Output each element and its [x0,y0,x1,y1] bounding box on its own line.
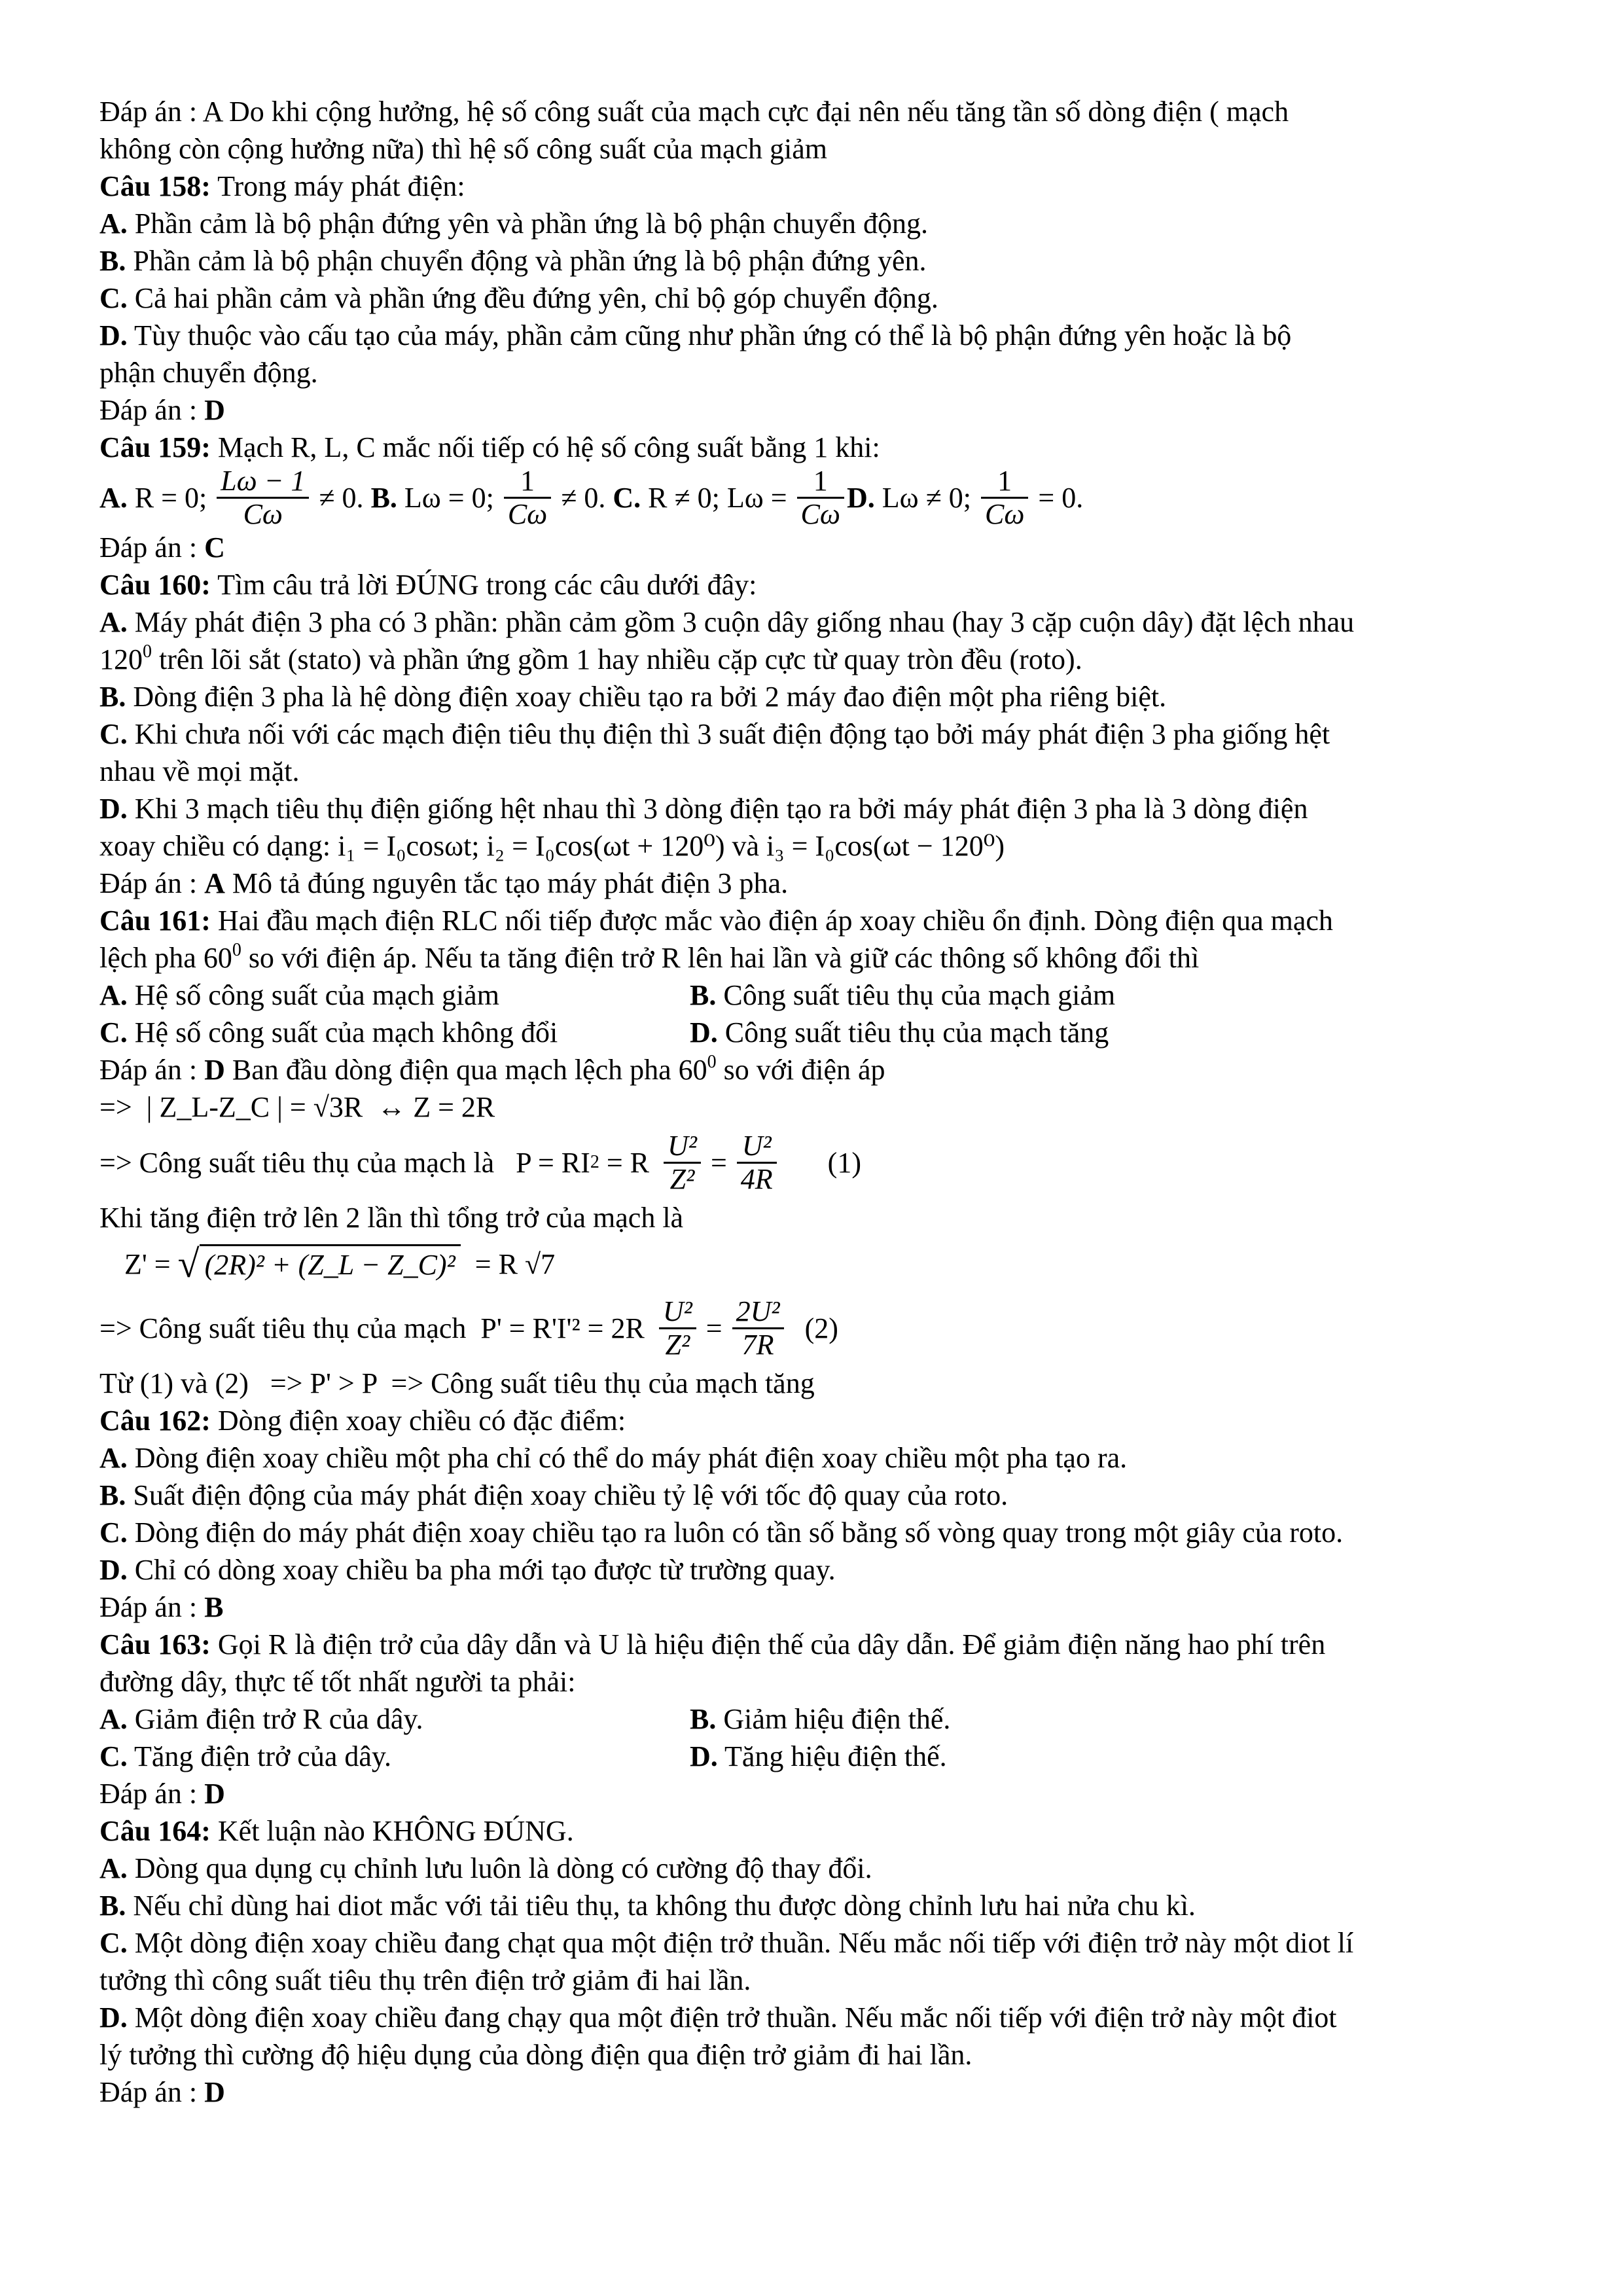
solution-step-1: => | Z_L-Z_C | = √3R ↔ Z = 2R [99,1091,495,1123]
question-label: Câu 160: [99,569,211,601]
question-stem: Câu 158: Trong máy phát điện: [99,170,465,202]
fraction: $\frac{L\omega - 1}{C\omega}$ [217,465,309,530]
option-c: C. Khi chưa nối với các mạch điện tiêu thụ điện thì 3 suất điện động tạo bởi máy phát điện 3 pha giống hệt [99,718,1330,750]
question-label: Câu 161: [99,905,211,937]
solution-step-3: Khi tăng điện trở lên 2 lần thì tổng trở của mạch là [99,1202,684,1234]
answer-line: Đáp án : D [99,2076,225,2108]
answer-key: C [204,531,225,564]
question-stem: Câu 161: Hai đầu mạch điện RLC nối tiếp được mắc vào điện áp xoay chiều ổn định. Dòng điện qua mạch [99,905,1333,937]
option-d-cont: xoay chiều có dạng: i₁ = I₀cosωt; i₂ = I₀cos(ωt + 120⁰) và i₃ = I₀cos(ωt − 120⁰) [99,830,1005,862]
option-b: B. Nếu chỉ dùng hai diot mắc với tải tiêu thụ, ta không thu được dòng chỉnh lưu hai nửa chu kì. [99,1890,1196,1922]
fraction: $\frac{\text{U²}}{4R}$ [737,1130,777,1195]
options-row-2 [99,1014,1539,1051]
option-c: C. Tăng điện trở của dây. [99,1740,392,1772]
answer-key: B [204,1591,224,1623]
option-a: A. Phần cảm là bộ phận đứng yên và phần ứng là bộ phận chuyển động. [99,207,928,240]
question-label: Câu 159: [99,431,211,463]
option-a: A. Giảm điện trở R của dây. [99,1703,423,1735]
fraction: $\frac{1}{C\omega}$ [797,465,844,530]
document-page [99,93,1539,2111]
question-stem: Câu 159: Mạch R, L, C mắc nối tiếp có hệ số công suất bằng 1 khi: [99,431,880,463]
options-row-2 [99,1738,1539,1775]
options-row-1 [99,1700,1539,1738]
answer-key: D [204,394,225,426]
answer-key: D [204,2076,225,2108]
option-d: D. Công suất tiêu thụ của mạch tăng [690,1016,1109,1049]
question-stem: Câu 164: Kết luận nào KHÔNG ĐÚNG. [99,1815,574,1847]
option-a: A. Dòng điện xoay chiều một pha chỉ có thể do máy phát điện xoay chiều một pha tạo ra. [99,1442,1128,1474]
option-d: D. Chỉ có dòng xoay chiều ba pha mới tạo được từ trường quay. [99,1554,836,1586]
solution-step-5: => Công suất tiêu thụ của mạch P' = R'I'² = 2R $\frac{\text{U²}}{\text{Z²}}$ = $\frac{\text{2U²}}{7R}$ (2) [99,1295,838,1361]
option-c-label: C. [613,481,641,514]
answer-line: Đáp án : D [99,1778,225,1810]
option-b: B. Giảm hiệu điện thế. [690,1703,951,1735]
intro-line-1: Đáp án : A Do khi cộng hưởng, hệ số công suất của mạch cực đại nên nếu tăng tần số dòng điện ( mạch [99,96,1289,128]
option-d: D. Khi 3 mạch tiêu thụ điện giống hệt nhau thì 3 dòng điện tạo ra bởi máy phát điện 3 pha là 3 dòng điện [99,793,1308,825]
question-label: Câu 164: [99,1815,211,1847]
solution-step-2: => Công suất tiêu thụ của mạch là P = RI 2 = R $\frac{\text{U²}}{\text{Z²}}$ = $\frac{\text{U²}}{4R}$ (1) [99,1129,861,1195]
question-162 [99,1402,1539,1626]
options-row-1 [99,977,1539,1014]
question-159 [99,429,1539,566]
option-d-cont: lý tưởng thì cường độ hiệu dụng của dòng điện qua điện trở giảm đi hai lần. [99,2039,972,2071]
fraction: $\frac{1}{C\omega}$ [981,465,1028,530]
answer-line: Đáp án : C [99,531,225,564]
fraction: $\frac{\text{2U²}}{7R}$ [732,1296,784,1361]
option-a: A. Hệ số công suất của mạch giảm [99,979,499,1011]
option-c: C. Dòng điện do máy phát điện xoay chiều tạo ra luôn có tần số bằng số vòng quay trong một giây của roto. [99,1516,1344,1549]
question-stem: Câu 160: Tìm câu trả lời ĐÚNG trong các câu dưới đây: [99,569,757,601]
answer-key: D [204,1054,225,1086]
question-stem: Câu 163: Gọi R là điện trở của dây dẫn và U là hiệu điện thế của dây dẫn. Để giảm điện năng hao phí trên [99,1628,1326,1660]
solution-conclusion: Từ (1) và (2) => P' > P => Công suất tiêu thụ của mạch tăng [99,1367,815,1399]
option-b-label: B. [370,481,397,514]
question-stem-cont: lệch pha $60^0$ so với điện áp. Nếu ta tăng điện trở R lên hai lần và giữ các thông số không đổi thì [99,940,1200,974]
question-label: Câu 163: [99,1628,211,1660]
option-d-label: D. [846,481,875,514]
solution-step-4: Z' = √ (2R)² + (Z_L − Z_C)² = R √7 [124,1242,556,1285]
answer-line: Đáp án : A Mô tả đúng nguyên tắc tạo máy phát điện 3 pha. [99,867,789,899]
option-d: D. Tăng hiệu điện thế. [690,1740,947,1772]
option-d: D. Một dòng điện xoay chiều đang chạy qua một điện trở thuần. Nếu mắc nối tiếp với điện trở này một điot [99,2001,1337,2034]
option-c: C. Hệ số công suất của mạch không đổi [99,1016,558,1049]
option-c-cont: nhau về mọi mặt. [99,755,300,787]
option-b: B. Phần cảm là bộ phận chuyển động và phần ứng là bộ phận đứng yên. [99,245,927,277]
option-a-cont: $120^0$ trên lõi sắt (stato) và phần ứng gồm 1 hay nhiều cặp cực từ quay tròn đều (roto). [99,641,1082,675]
question-158 [99,168,1539,429]
question-label: Câu 158: [99,170,211,202]
answer-key: A [204,867,225,899]
option-a: A. Máy phát điện 3 pha có 3 phần: phần cảm gồm 3 cuộn dây giống nhau (hay 3 cặp cuộn dây) đặt lệch nhau [99,606,1355,638]
option-b: B. Công suất tiêu thụ của mạch giảm [690,979,1116,1011]
answer-line: Đáp án : B [99,1591,224,1623]
answer-line: Đáp án : D Ban đầu dòng điện qua mạch lệch pha $60^0$ so với điện áp [99,1052,885,1086]
option-b: B. Suất điện động của máy phát điện xoay chiều tỷ lệ với tốc độ quay của roto. [99,1479,1008,1511]
sqrt-sign: √ [177,1242,200,1285]
option-a-label: A. [99,481,128,514]
option-b: B. Dòng điện 3 pha là hệ dòng điện xoay chiều tạo ra bởi 2 máy đao điện một pha riêng biệt. [99,681,1167,713]
option-c: C. Cả hai phần cảm và phần ứng đều đứng yên, chỉ bộ góp chuyển động. [99,282,938,314]
fraction: $\frac{\text{U²}}{\text{Z²}}$ [664,1130,701,1195]
answer-line: Đáp án : D [99,394,225,426]
question-163 [99,1626,1539,1812]
intro-line-2: không còn cộng hưởng nữa) thì hệ số công suất của mạch giảm [99,133,828,165]
question-161 [99,902,1539,1402]
answer-key: D [204,1778,225,1810]
sqrt-radicand: (2R)² + (Z_L − Z_C)² [200,1244,461,1283]
options-row: A. R = 0; $\frac{L\omega - 1}{C\omega}$ ≠ 0. B. Lω = 0; $\frac{1}{C\omega}$ ≠ 0. C. R ≠ 0; Lω = $\frac{1}{C\omega}$ D. Lω ≠ 0; $\frac{1}{C\omega}$ = 0. [99,464,1084,530]
option-d-cont: phận chuyển động. [99,357,318,389]
option-c-cont: tưởng thì công suất tiêu thụ trên điện trở giảm đi hai lần. [99,1964,751,1996]
fraction: $\frac{\text{U²}}{\text{Z²}}$ [659,1296,696,1361]
question-label: Câu 162: [99,1405,211,1437]
option-c: C. Một dòng điện xoay chiều đang chạt qua một điện trở thuần. Nếu mắc nối tiếp với điện trở này một diot lí [99,1927,1354,1959]
option-d: D. Tùy thuộc vào cấu tạo của máy, phần cảm cũng như phần ứng có thể là bộ phận đứng yên hoặc là bộ [99,319,1292,351]
question-164 [99,1812,1539,2111]
question-stem: Câu 162: Dòng điện xoay chiều có đặc điểm: [99,1405,626,1437]
question-stem-cont: đường dây, thực tế tốt nhất người ta phải: [99,1666,576,1698]
question-160 [99,566,1539,902]
option-a: A. Dòng qua dụng cụ chỉnh lưu luôn là dòng có cường độ thay đổi. [99,1852,872,1884]
fraction: $\frac{1}{C\omega}$ [504,465,551,530]
